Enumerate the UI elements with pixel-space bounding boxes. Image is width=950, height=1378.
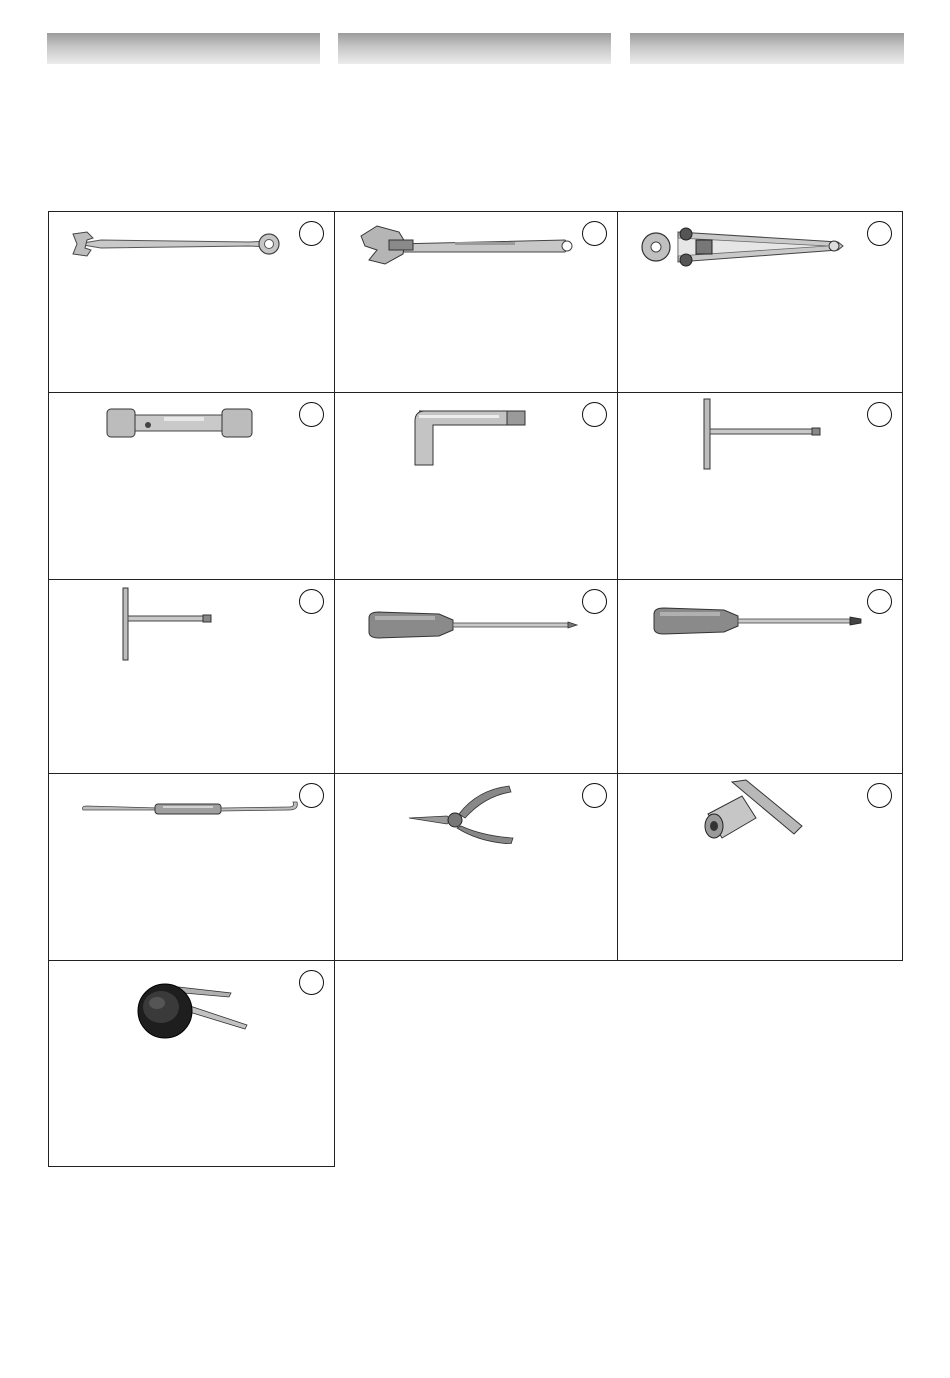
flat-screwdriver-icon: [650, 604, 865, 638]
tool-cell-2: [334, 211, 618, 393]
phillips-screwdriver-icon: [365, 608, 580, 642]
tool-cell-12: [617, 773, 903, 961]
item-number-circle: [582, 221, 607, 246]
tool-cell-4: [48, 392, 335, 580]
tool-cell-7: [48, 579, 335, 774]
tool-cell-13: [48, 960, 335, 1167]
pin-spanner-wrench-icon: [638, 222, 858, 272]
tool-cell-3: [617, 211, 903, 393]
tool-cell-6: [617, 392, 903, 580]
item-number-circle: [582, 783, 607, 808]
item-number-circle: [867, 783, 892, 808]
tool-cell-9: [617, 579, 903, 774]
item-number-circle: [867, 221, 892, 246]
tool-cell-1: [48, 211, 335, 393]
item-number-circle: [299, 221, 324, 246]
tool-cell-8: [334, 579, 618, 774]
header-bar-1: [47, 33, 320, 64]
item-number-circle: [299, 589, 324, 614]
circlip-pliers-icon: [407, 780, 519, 844]
header-bar-3: [630, 33, 904, 64]
tool-cell-11: [334, 773, 618, 961]
tool-cell-10: [48, 773, 335, 961]
t-handle-wrench-small-icon: [117, 584, 217, 662]
item-number-circle: [582, 589, 607, 614]
socket-t-wrench-icon: [702, 778, 812, 844]
item-number-circle: [299, 402, 324, 427]
adjustable-wrench-icon: [355, 220, 585, 270]
item-number-circle: [867, 589, 892, 614]
header-bar-2: [338, 33, 611, 64]
tubular-box-wrench-icon: [104, 403, 254, 443]
double-ended-pick-icon: [79, 796, 299, 820]
tool-cell-5: [334, 392, 618, 580]
item-number-circle: [299, 970, 324, 995]
hammer-punch-tool-icon: [135, 973, 255, 1043]
t-handle-wrench-large-icon: [696, 395, 826, 473]
item-number-circle: [867, 402, 892, 427]
hex-allen-key-icon: [407, 407, 537, 469]
item-number-circle: [299, 783, 324, 808]
item-number-circle: [582, 402, 607, 427]
combination-wrench-icon: [69, 224, 289, 264]
